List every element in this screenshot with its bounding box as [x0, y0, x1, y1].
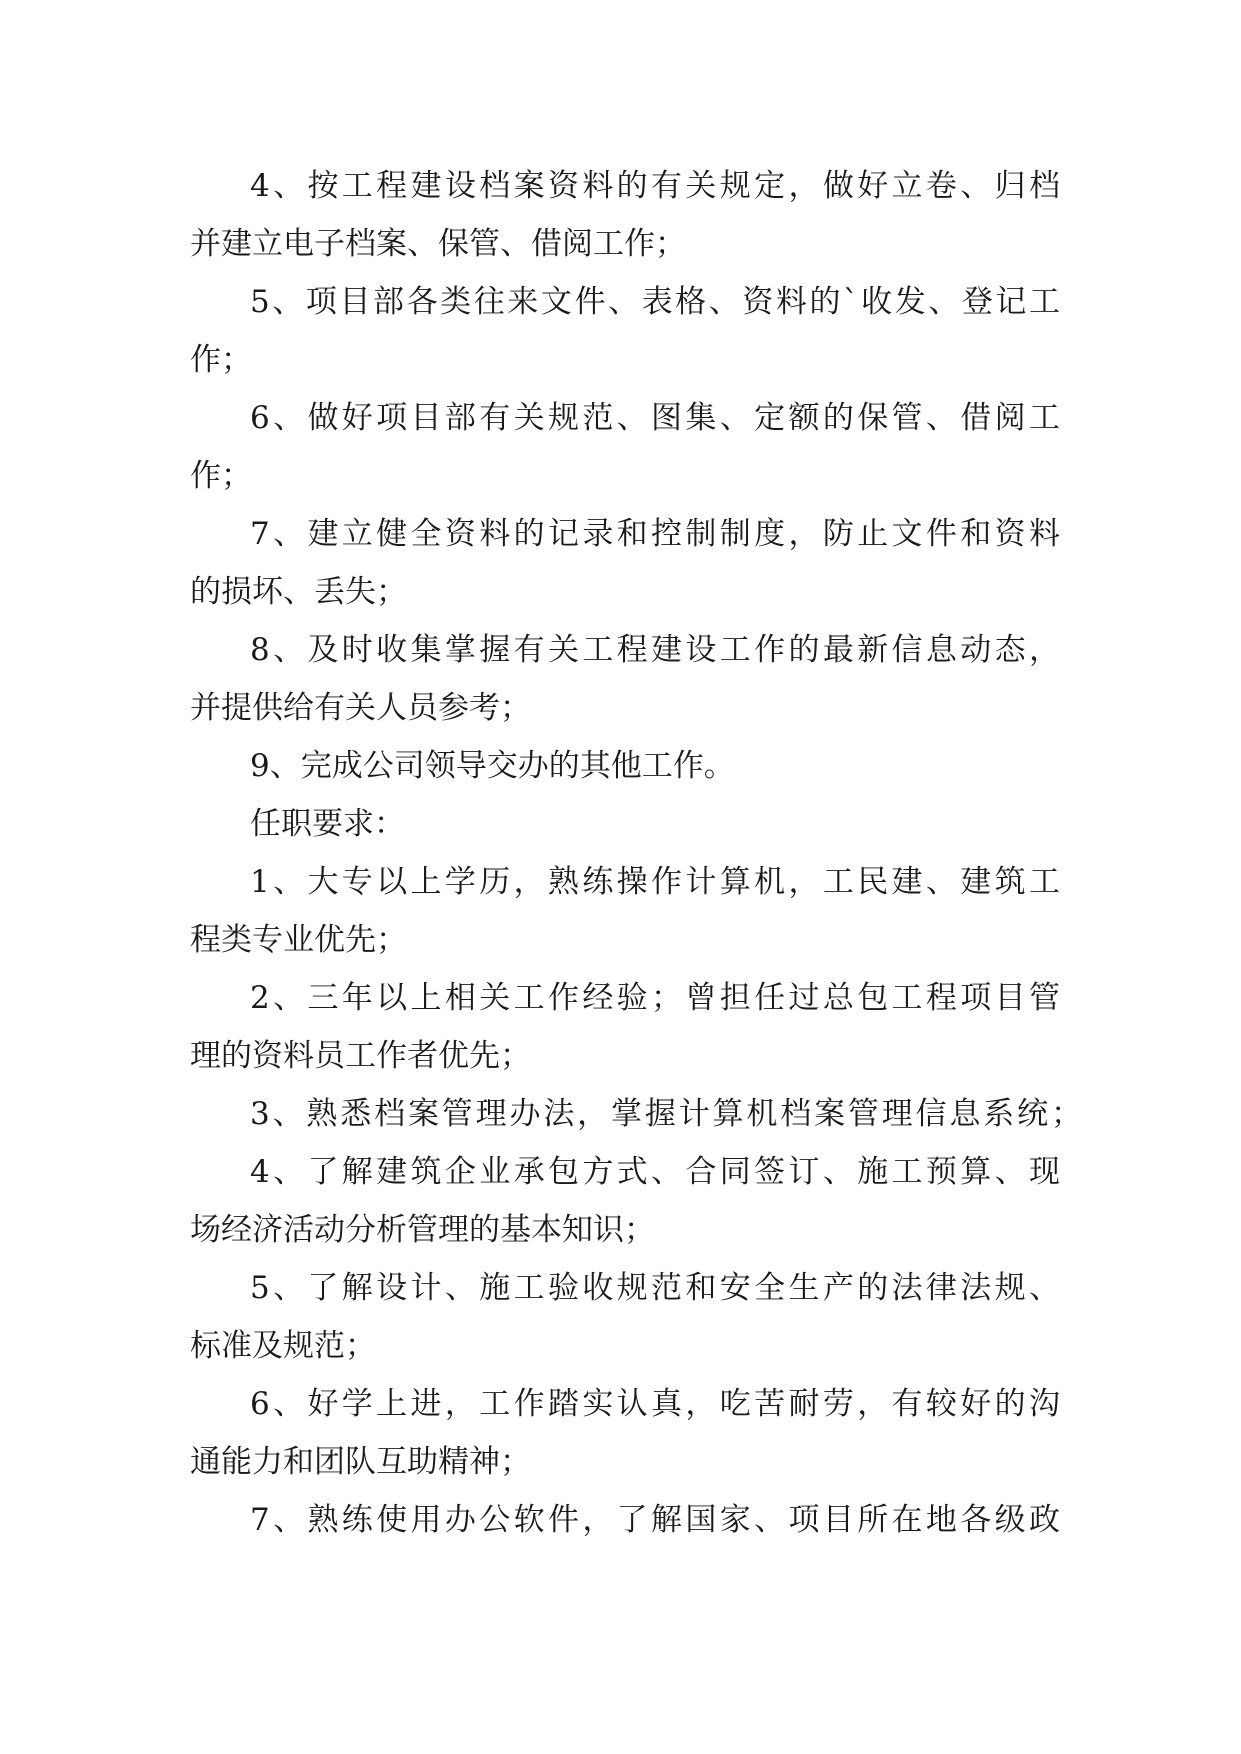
text-line: 理的资料员工作者优先；	[190, 1038, 531, 1074]
text-line: 4、按工程建设档案资料的有关规定，做好立卷、归档	[250, 168, 1060, 204]
text-line: 程类专业优先；	[190, 922, 407, 958]
text-line: 2、三年以上相关工作经验；曾担任过总包工程项目管	[250, 980, 1060, 1016]
text-line: 4、了解建筑企业承包方式、合同签订、施工预算、现	[250, 1154, 1060, 1190]
text-line: 的损坏、丢失；	[190, 574, 407, 610]
text-line: 标准及规范；	[190, 1328, 376, 1364]
text-line: 7、熟练使用办公软件，了解国家、项目所在地各级政	[250, 1502, 1060, 1538]
section-heading: 任职要求：	[250, 806, 405, 842]
text-line: 5、项目部各类往来文件、表格、资料的`收发、登记工	[250, 284, 1060, 320]
text-line: 作；	[190, 458, 252, 494]
text-line: 6、做好项目部有关规范、图集、定额的保管、借阅工	[250, 400, 1060, 436]
text-line: 7、建立健全资料的记录和控制制度，防止文件和资料	[250, 516, 1060, 552]
text-line: 并提供给有关人员参考；	[190, 690, 531, 726]
text-line: 作；	[190, 342, 252, 378]
text-line: 6、好学上进，工作踏实认真，吃苦耐劳，有较好的沟	[250, 1386, 1060, 1422]
text-line: 并建立电子档案、保管、借阅工作；	[190, 226, 686, 262]
text-line: 8、及时收集掌握有关工程建设工作的最新信息动态，	[250, 632, 1060, 668]
text-line: 通能力和团队互助精神；	[190, 1444, 531, 1480]
text-line: 9、完成公司领导交办的其他工作。	[250, 748, 735, 784]
text-line: 3、熟悉档案管理办法，掌握计算机档案管理信息系统；	[250, 1096, 1082, 1132]
text-line: 1、大专以上学历，熟练操作计算机，工民建、建筑工	[250, 864, 1060, 900]
text-line: 场经济活动分析管理的基本知识；	[190, 1212, 655, 1248]
text-line: 5、了解设计、施工验收规范和安全生产的法律法规、	[250, 1270, 1060, 1306]
